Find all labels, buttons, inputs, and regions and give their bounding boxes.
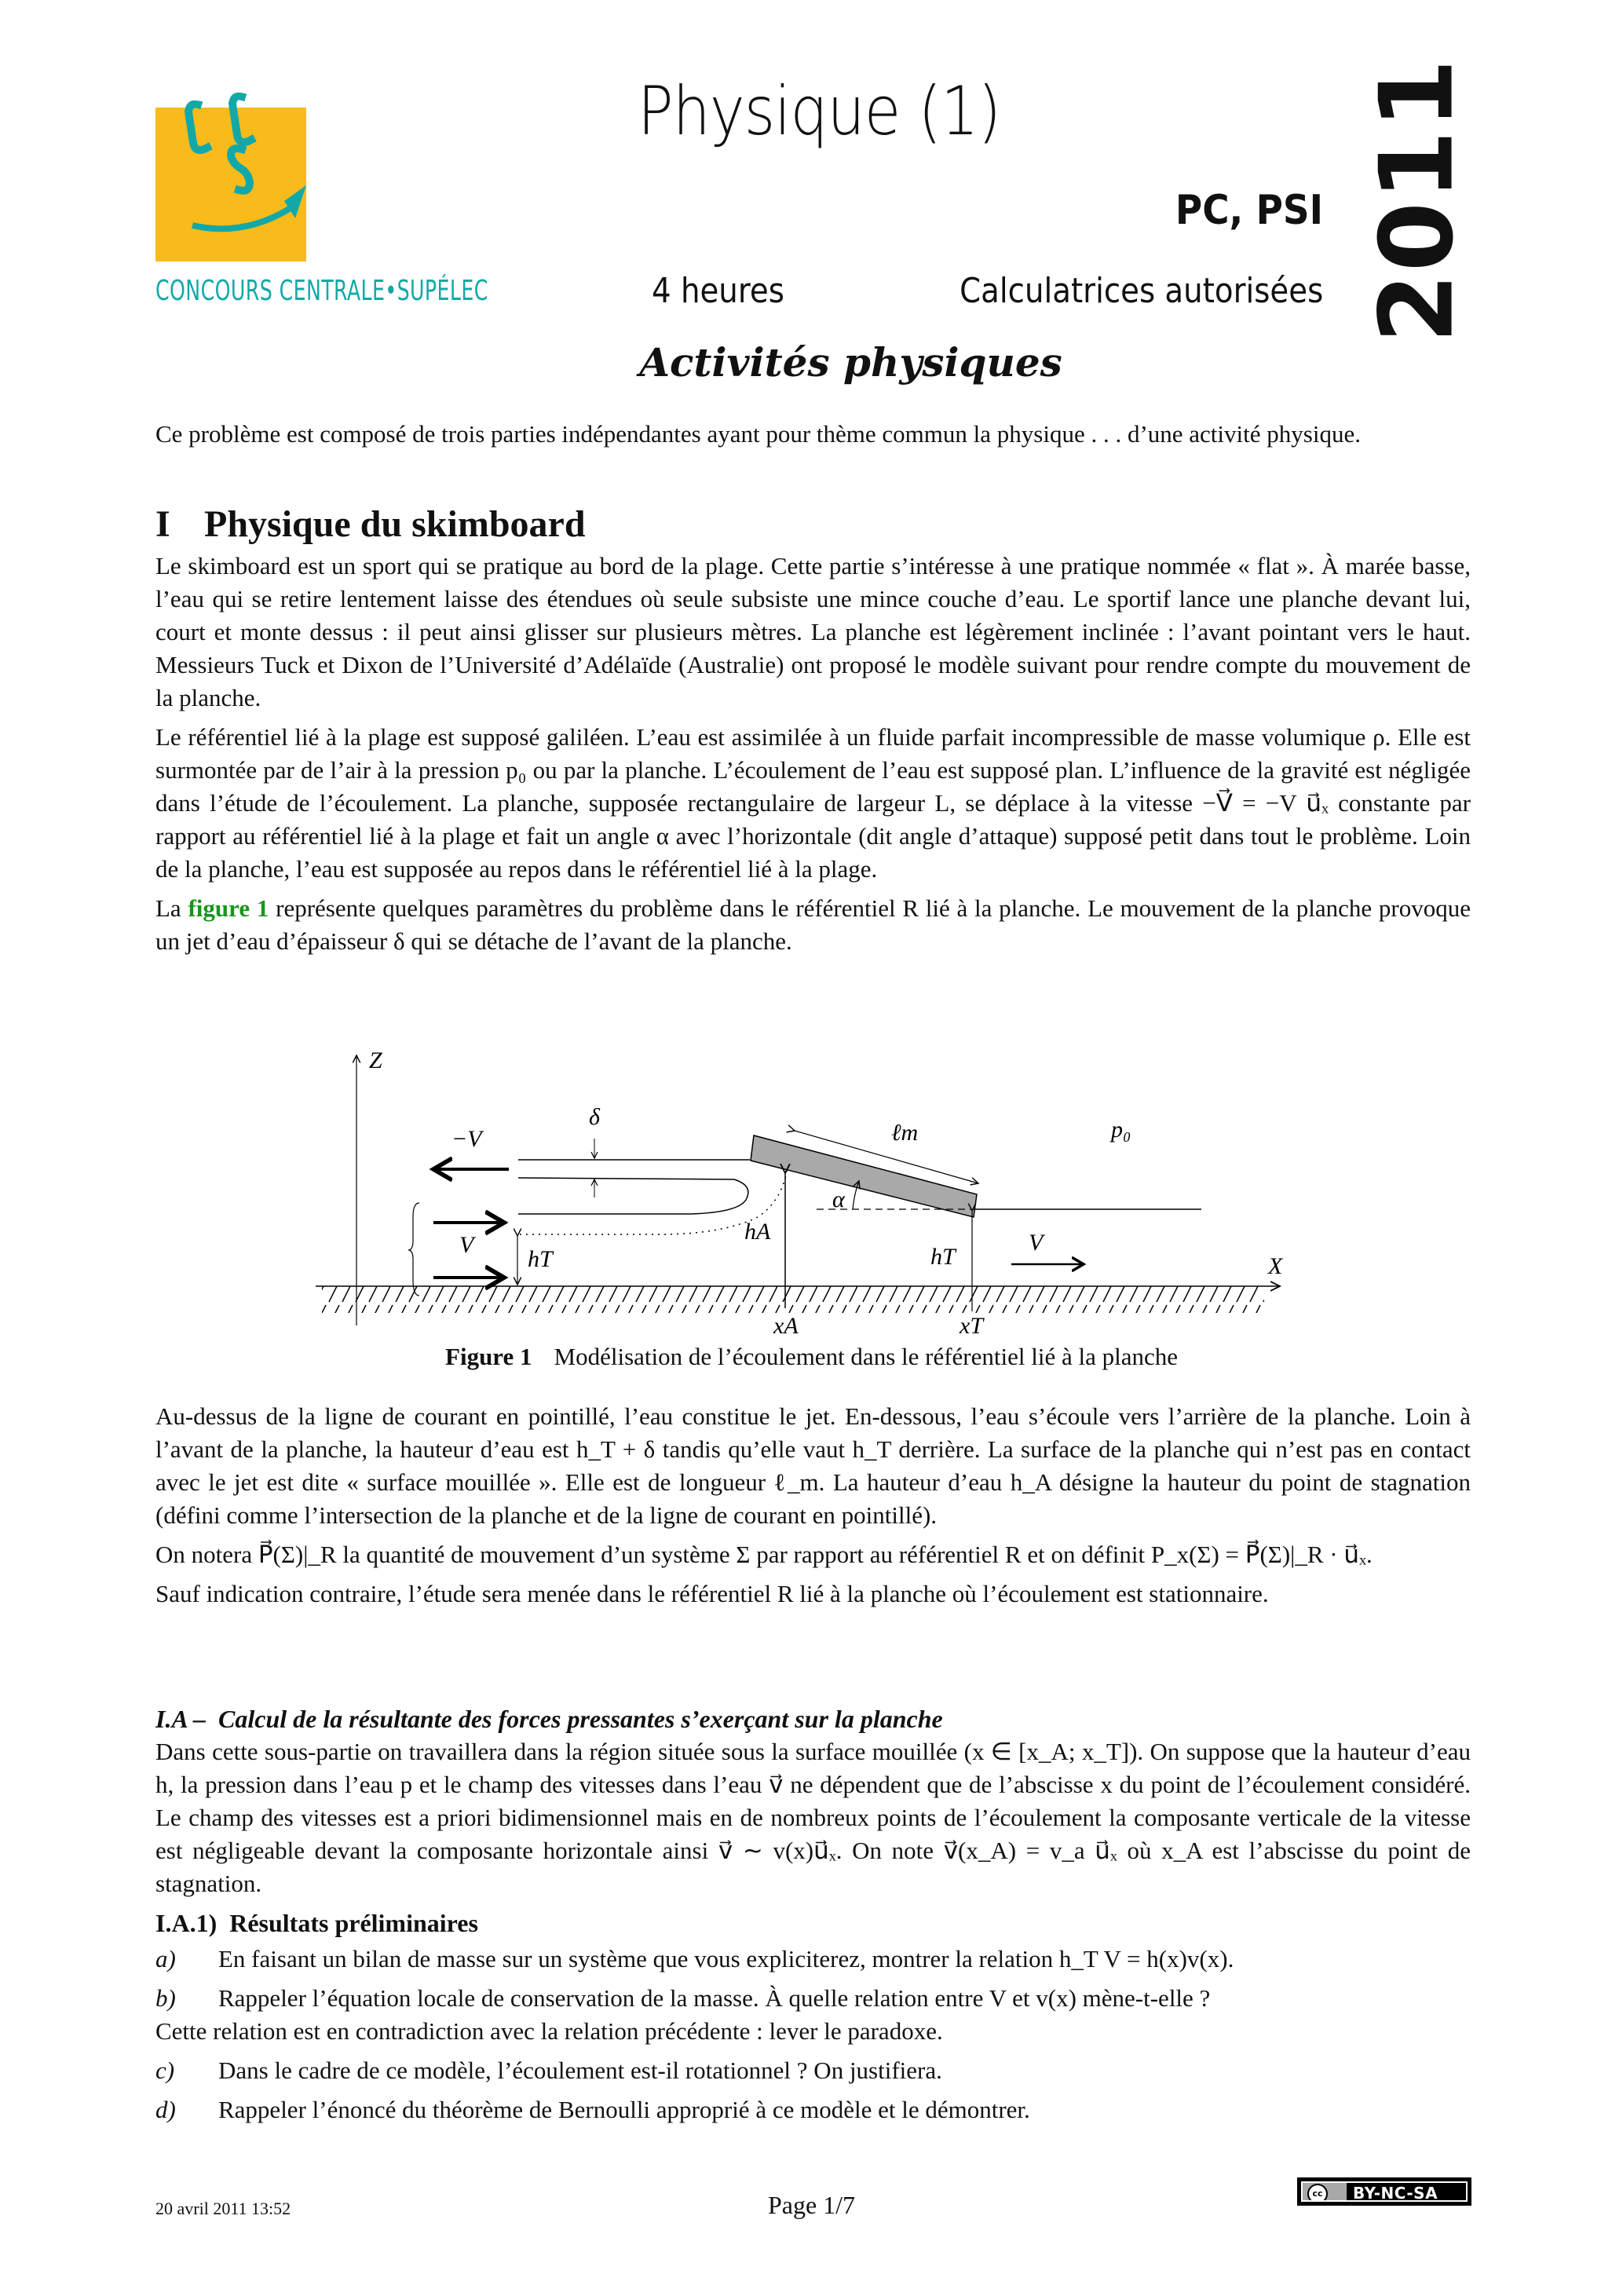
- question-label: a): [155, 1945, 176, 1972]
- paragraph-model-assumptions: Le référentiel lié à la plage est supposé galiléen. L’eau est assimilée à un fluide parfait incompressible de masse volumique ρ. Elle est surmontée par de l’air à la pression p₀ ou par la planche. L’écoulement de l’eau est supposé plan. L’influence de la gravité est négligée dans l’étude de l’écoulement. La planche, supposée rectangulaire de largeur L, se déplace à la vitesse −V⃗ = −V u⃗ₓ constante par rapport au référentiel lié à la plage et fait un angle α avec l’horizontale (dit angle d’attaque) supposé petit dans tout le problème. Loin de la planche, l’eau est supposée au repos dans le référentiel lié à la plage.: [155, 723, 1471, 883]
- logo-text: CONCOURS CENTRALE•SUPÉLEC: [155, 275, 488, 307]
- question-label: c): [155, 2057, 175, 2084]
- section-number: I: [155, 503, 170, 545]
- subsection-heading: [155, 1702, 1471, 1735]
- paragraph-ia-assumptions: Dans cette sous-partie on travaillera dans la région située sous la surface mouillée (x ∈ [x_A; x_T]). On suppose que la hauteur d’eau h, la pression dans l’eau p et le champ des vitesses dans l’eau v⃗ ne dépendent que de l’abscisse x du point de l’écoulement considéré. Le champ des vitesses est a priori bidimensionnel mais en de nombreux points de l’écoulement la composante verticale de la vitesse est négligeable devant la composante horizontale ainsi v⃗ ∼ v(x)u⃗ₓ. On note v⃗(x_A) = v_a u⃗ₓ où x_A est l’abscisse du point de stagnation.: [155, 1738, 1471, 1897]
- exam-subtitle: Activités physiques: [639, 339, 1062, 386]
- minus-v-label: −V⃗: [451, 1126, 500, 1152]
- exam-duration: 4 heures: [652, 271, 784, 311]
- paragraph-momentum-notation: On notera P⃗(Σ)|_R la quantité de mouvement d’un système Σ par rapport au référentiel R et on définit P_x(Σ) = P⃗(Σ)|_R · u⃗ₓ.: [155, 1541, 1373, 1568]
- p0-label: p₀: [1111, 1117, 1131, 1143]
- figure-1-caption: [0, 1343, 1623, 1371]
- paragraph-jet-description: Au-dessus de la ligne de courant en pointillé, l’eau constitue le jet. En-dessous, l’eau s’écoule vers l’arrière de la planche. Loin à l’avant de la planche, la hauteur d’eau est h_T + δ tandis qu’elle vaut h_T derrière. La surface de la planche qui n’est pas en contact avec le jet est dite « surface mouillée ». Elle est de longueur ℓ_m. La hauteur d’eau h_A désigne la hauteur du point de stagnation (défini comme l’intersection de la planche et de la ligne de courant en pointillé).: [155, 1402, 1471, 1529]
- exam-track: PC, PSI: [1175, 187, 1323, 234]
- z-axis-label: Z: [369, 1047, 382, 1073]
- intro-paragraph: [155, 418, 1471, 457]
- question-text: En faisant un bilan de masse sur un système que vous expliciterez, montrer la relation h_T V = h(x)v(x).: [218, 1945, 1234, 1972]
- subsubsection-title: Résultats préliminaires: [229, 1909, 478, 1937]
- question-a: [155, 1943, 1471, 1976]
- figure-1-diagram: [314, 1021, 1303, 1335]
- xt-label: xT: [960, 1313, 983, 1335]
- ccs-logo-icon: [149, 71, 353, 275]
- ha-label: hA: [744, 1219, 771, 1245]
- footer-date: 20 avril 2011 13:52: [155, 2199, 291, 2218]
- lm-label: ℓm: [891, 1120, 919, 1146]
- v-left-label: V⃗: [459, 1232, 492, 1258]
- creative-commons-icon: cc: [1307, 2184, 1328, 2202]
- v-right-label: V⃗: [1029, 1230, 1062, 1256]
- figure-caption-text: Modélisation de l’écoulement dans le référentiel lié à la planche: [554, 1343, 1178, 1370]
- paragraph-skimboard-intro: Le skimboard est un sport qui se pratique au bord de la plage. Cette partie s’intéresse à une pratique nommée « flat ». À marée basse, l’eau qui se retire lentement laisse des étendues où seule subsiste une mince couche d’eau. Le sportif lance une planche devant lui, court et monte dessus : il peut ainsi glisser sur plusieurs mètres. La planche est légèrement inclinée : l’avant pointant vers le haut. Messieurs Tuck et Dixon de l’Université d’Adélaïde (Australie) ont proposé le modèle suivant pour rendre compte du mouvement de la planche.: [155, 552, 1471, 711]
- exam-title: Physique (1): [638, 72, 1001, 151]
- alpha-label: α: [832, 1186, 845, 1212]
- question-text: Rappeler l’équation locale de conservation de la masse. À quelle relation entre V et v(x) mène-t-elle ?: [218, 1984, 1211, 2012]
- question-b: [155, 1982, 1471, 2015]
- question-d: [155, 2093, 1471, 2126]
- figure-label: Figure 1: [445, 1343, 532, 1370]
- question-label: d): [155, 2096, 176, 2123]
- section-heading: [155, 503, 586, 546]
- ht-right-label: hT: [930, 1244, 956, 1270]
- cc-badge-inner: [1301, 2181, 1468, 2202]
- subsection-title: Calcul de la résultante des forces pressantes s’exerçant sur la planche: [218, 1705, 943, 1733]
- ht-left-label: hT: [528, 1246, 553, 1272]
- subsection-ia: [155, 1702, 1471, 2126]
- x-axis-label: X: [1268, 1253, 1283, 1279]
- page-number: Page 1/7: [767, 2191, 856, 2219]
- question-b-continuation: Cette relation est en contradiction avec la relation précédente : lever le paradoxe.: [155, 2017, 943, 2045]
- cc-license-badge[interactable]: [1297, 2177, 1471, 2206]
- section1-body: [155, 550, 1471, 964]
- intro-text: Ce problème est composé de trois parties indépendantes ayant pour thème commun la physique . . . d’une activité physique.: [155, 420, 1361, 448]
- question-text: Dans le cadre de ce modèle, l’écoulement est-il rotationnel ? On justifiera.: [218, 2057, 942, 2084]
- paragraph-reference-frame: Sauf indication contraire, l’étude sera menée dans le référentiel R lié à la planche où l’écoulement est stationnaire.: [155, 1580, 1269, 1607]
- subsection-number: I.A –: [155, 1705, 207, 1733]
- section-title: Physique du skimboard: [204, 503, 586, 545]
- xa-label: xA: [773, 1313, 799, 1335]
- text: représente quelques paramètres du problème dans le référentiel R lié à la planche. Le mouvement de la planche provoque un jet d’eau d’épaisseur δ qui se détache de l’avant de la planche.: [155, 894, 1471, 955]
- post-figure-body: [155, 1400, 1471, 1617]
- subsubsection-heading: [155, 1907, 1471, 1940]
- question-c: [155, 2054, 1471, 2087]
- figure-1-link[interactable]: figure 1: [188, 894, 269, 922]
- exam-year: [1351, 57, 1484, 344]
- question-label: b): [155, 1984, 176, 2012]
- license-label: BY-NC-SA: [1353, 2184, 1438, 2202]
- text: La: [155, 894, 181, 922]
- year-label: 2011: [1358, 57, 1476, 344]
- paragraph-figure-reference: [155, 892, 1471, 958]
- calculator-policy: Calculatrices autorisées: [959, 271, 1323, 311]
- question-text: Rappeler l’énoncé du théorème de Bernoulli approprié à ce modèle et le démontrer.: [218, 2096, 1030, 2123]
- delta-label: δ: [589, 1104, 600, 1130]
- subsubsection-number: I.A.1): [155, 1909, 217, 1937]
